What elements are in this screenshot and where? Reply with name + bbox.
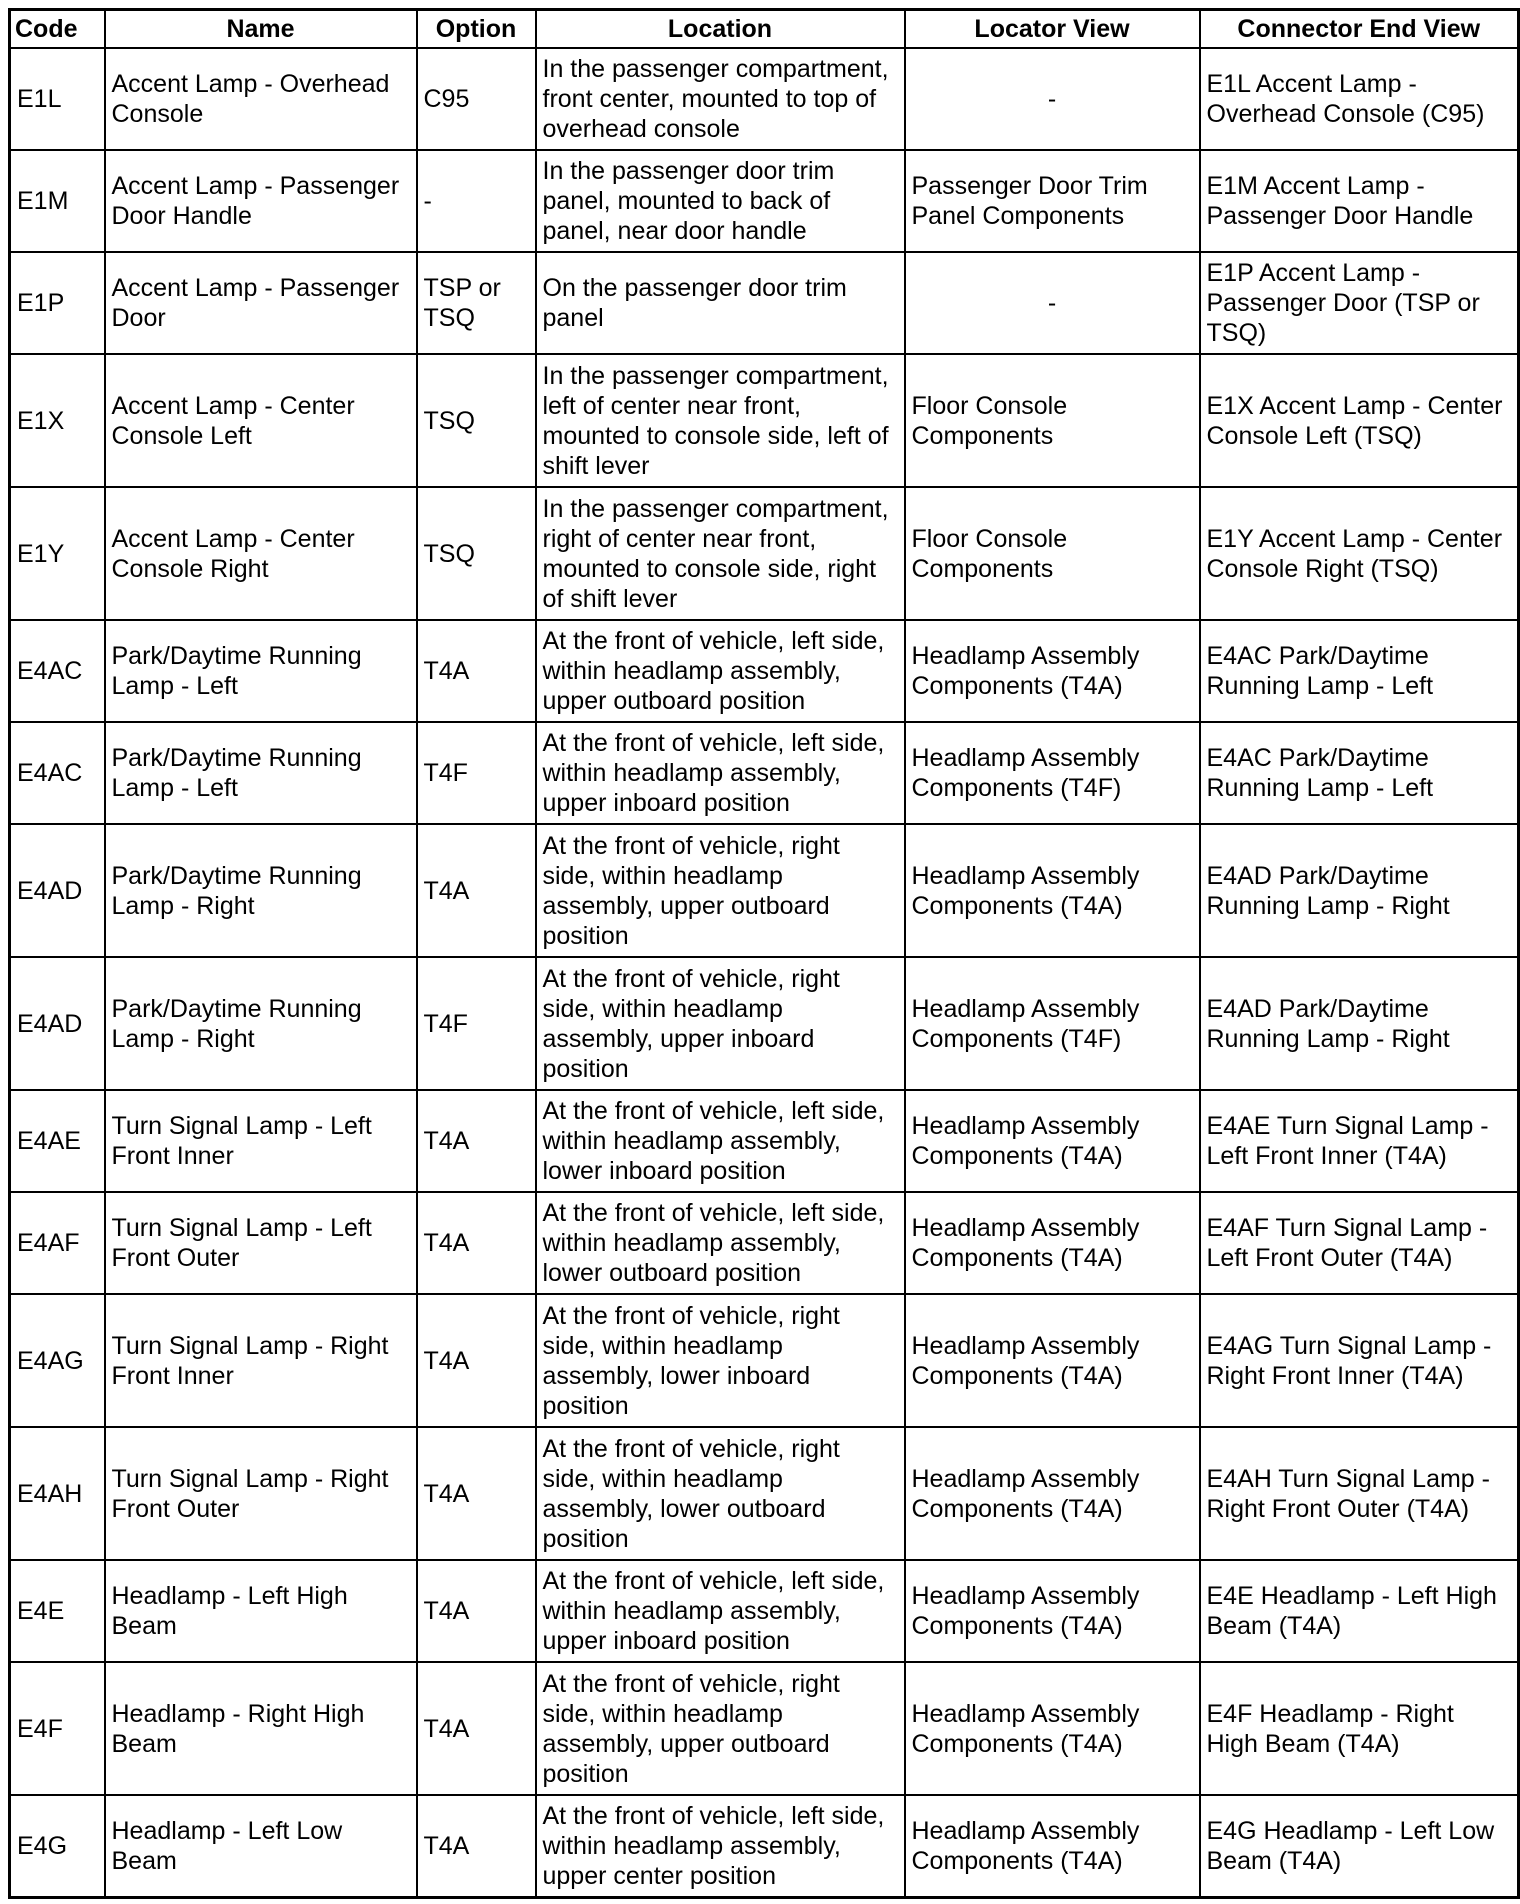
cell-code: E4AE — [10, 1090, 105, 1192]
cell-locator-view: Headlamp Assembly Components (T4F) — [905, 722, 1200, 824]
cell-code: E1M — [10, 150, 105, 252]
cell-name: Park/Daytime Running Lamp - Left — [105, 620, 417, 722]
cell-locator-view: Floor Console Components — [905, 487, 1200, 620]
cell-option: T4A — [417, 1090, 536, 1192]
cell-connector-end-view: E4AG Turn Signal Lamp - Right Front Inner (T4A) — [1200, 1294, 1519, 1427]
cell-name: Park/Daytime Running Lamp - Left — [105, 722, 417, 824]
cell-connector-end-view: E4F Headlamp - Right High Beam (T4A) — [1200, 1662, 1519, 1795]
cell-location: On the passenger door trim panel — [536, 252, 905, 354]
cell-locator-view: Headlamp Assembly Components (T4A) — [905, 1427, 1200, 1560]
cell-name: Accent Lamp - Center Console Right — [105, 487, 417, 620]
cell-location: At the front of vehicle, right side, within headlamp assembly, upper inboard position — [536, 957, 905, 1090]
cell-name: Headlamp - Left Low Beam — [105, 1795, 417, 1897]
cell-option: T4A — [417, 1560, 536, 1662]
cell-locator-view: Headlamp Assembly Components (T4A) — [905, 824, 1200, 957]
cell-code: E4AC — [10, 722, 105, 824]
cell-option: TSP or TSQ — [417, 252, 536, 354]
table-row — [10, 48, 1519, 150]
header-option: Option — [417, 10, 536, 49]
component-locator-table — [8, 8, 1520, 1899]
cell-locator-view: Headlamp Assembly Components (T4A) — [905, 1795, 1200, 1897]
header-locator-view: Locator View — [905, 10, 1200, 49]
cell-name: Turn Signal Lamp - Right Front Outer — [105, 1427, 417, 1560]
cell-locator-view: Passenger Door Trim Panel Components — [905, 150, 1200, 252]
cell-option: T4A — [417, 1427, 536, 1560]
cell-code: E4AD — [10, 824, 105, 957]
header-connector-end-view: Connector End View — [1200, 10, 1519, 49]
cell-code: E4AG — [10, 1294, 105, 1427]
cell-name: Turn Signal Lamp - Left Front Outer — [105, 1192, 417, 1294]
cell-code: E4G — [10, 1795, 105, 1897]
table-row — [10, 1795, 1519, 1897]
cell-location: At the front of vehicle, left side, within headlamp assembly, upper inboard position — [536, 722, 905, 824]
cell-name: Headlamp - Right High Beam — [105, 1662, 417, 1795]
table-body — [10, 48, 1519, 1897]
cell-code: E4AF — [10, 1192, 105, 1294]
table-row — [10, 150, 1519, 252]
header-name: Name — [105, 10, 417, 49]
cell-code: E4F — [10, 1662, 105, 1795]
cell-locator-view: Headlamp Assembly Components (T4A) — [905, 1662, 1200, 1795]
table-row — [10, 487, 1519, 620]
cell-location: At the front of vehicle, left side, within headlamp assembly, lower outboard position — [536, 1192, 905, 1294]
cell-locator-view: Headlamp Assembly Components (T4A) — [905, 1560, 1200, 1662]
cell-connector-end-view: E1L Accent Lamp - Overhead Console (C95) — [1200, 48, 1519, 150]
cell-location: At the front of vehicle, left side, within headlamp assembly, upper inboard position — [536, 1560, 905, 1662]
cell-code: E1P — [10, 252, 105, 354]
cell-connector-end-view: E4AE Turn Signal Lamp - Left Front Inner (T4A) — [1200, 1090, 1519, 1192]
table-header-row — [10, 10, 1519, 49]
cell-option: T4A — [417, 1662, 536, 1795]
cell-connector-end-view: E4AF Turn Signal Lamp - Left Front Outer (T4A) — [1200, 1192, 1519, 1294]
cell-locator-view: Headlamp Assembly Components (T4A) — [905, 1294, 1200, 1427]
cell-location: In the passenger door trim panel, mounted to back of panel, near door handle — [536, 150, 905, 252]
cell-name: Park/Daytime Running Lamp - Right — [105, 824, 417, 957]
cell-location: At the front of vehicle, right side, within headlamp assembly, upper outboard position — [536, 1662, 905, 1795]
cell-code: E1Y — [10, 487, 105, 620]
cell-location: In the passenger compartment, front center, mounted to top of overhead console — [536, 48, 905, 150]
table-row — [10, 1662, 1519, 1795]
cell-connector-end-view: E4G Headlamp - Left Low Beam (T4A) — [1200, 1795, 1519, 1897]
cell-option: TSQ — [417, 354, 536, 487]
cell-locator-view: Headlamp Assembly Components (T4A) — [905, 620, 1200, 722]
cell-connector-end-view: E4E Headlamp - Left High Beam (T4A) — [1200, 1560, 1519, 1662]
cell-connector-end-view: E4AD Park/Daytime Running Lamp - Right — [1200, 957, 1519, 1090]
cell-name: Accent Lamp - Overhead Console — [105, 48, 417, 150]
table-row — [10, 252, 1519, 354]
table-row — [10, 1090, 1519, 1192]
cell-locator-view: - — [905, 252, 1200, 354]
table-row — [10, 1192, 1519, 1294]
cell-option: T4A — [417, 620, 536, 722]
cell-name: Accent Lamp - Passenger Door Handle — [105, 150, 417, 252]
cell-locator-view: Headlamp Assembly Components (T4A) — [905, 1090, 1200, 1192]
cell-locator-view: Floor Console Components — [905, 354, 1200, 487]
table-row — [10, 1294, 1519, 1427]
cell-connector-end-view: E4AC Park/Daytime Running Lamp - Left — [1200, 722, 1519, 824]
cell-location: At the front of vehicle, right side, within headlamp assembly, lower outboard position — [536, 1427, 905, 1560]
cell-location: At the front of vehicle, right side, within headlamp assembly, lower inboard position — [536, 1294, 905, 1427]
cell-name: Park/Daytime Running Lamp - Right — [105, 957, 417, 1090]
cell-connector-end-view: E1P Accent Lamp - Passenger Door (TSP or TSQ) — [1200, 252, 1519, 354]
cell-option: T4F — [417, 722, 536, 824]
cell-connector-end-view: E4AH Turn Signal Lamp - Right Front Outer (T4A) — [1200, 1427, 1519, 1560]
cell-location: At the front of vehicle, left side, within headlamp assembly, lower inboard position — [536, 1090, 905, 1192]
cell-option: - — [417, 150, 536, 252]
cell-option: T4A — [417, 1795, 536, 1897]
table-row — [10, 1560, 1519, 1662]
component-locator-table-container — [8, 8, 1517, 1899]
header-code: Code — [10, 10, 105, 49]
cell-code: E4AC — [10, 620, 105, 722]
cell-locator-view: Headlamp Assembly Components (T4F) — [905, 957, 1200, 1090]
cell-option: T4A — [417, 824, 536, 957]
cell-code: E4E — [10, 1560, 105, 1662]
cell-connector-end-view: E1X Accent Lamp - Center Console Left (TSQ) — [1200, 354, 1519, 487]
cell-connector-end-view: E1Y Accent Lamp - Center Console Right (TSQ) — [1200, 487, 1519, 620]
cell-location: In the passenger compartment, right of center near front, mounted to console side, right of shift lever — [536, 487, 905, 620]
cell-name: Accent Lamp - Center Console Left — [105, 354, 417, 487]
cell-option: TSQ — [417, 487, 536, 620]
cell-code: E1L — [10, 48, 105, 150]
header-location: Location — [536, 10, 905, 49]
table-row — [10, 1427, 1519, 1560]
table-row — [10, 824, 1519, 957]
cell-option: T4A — [417, 1192, 536, 1294]
cell-location: At the front of vehicle, right side, within headlamp assembly, upper outboard position — [536, 824, 905, 957]
cell-code: E4AD — [10, 957, 105, 1090]
cell-name: Turn Signal Lamp - Right Front Inner — [105, 1294, 417, 1427]
cell-option: T4A — [417, 1294, 536, 1427]
cell-code: E1X — [10, 354, 105, 487]
cell-name: Accent Lamp - Passenger Door — [105, 252, 417, 354]
cell-locator-view: - — [905, 48, 1200, 150]
table-row — [10, 620, 1519, 722]
table-row — [10, 722, 1519, 824]
cell-name: Turn Signal Lamp - Left Front Inner — [105, 1090, 417, 1192]
cell-connector-end-view: E4AC Park/Daytime Running Lamp - Left — [1200, 620, 1519, 722]
cell-connector-end-view: E4AD Park/Daytime Running Lamp - Right — [1200, 824, 1519, 957]
cell-connector-end-view: E1M Accent Lamp - Passenger Door Handle — [1200, 150, 1519, 252]
cell-name: Headlamp - Left High Beam — [105, 1560, 417, 1662]
cell-locator-view: Headlamp Assembly Components (T4A) — [905, 1192, 1200, 1294]
table-row — [10, 957, 1519, 1090]
cell-option: T4F — [417, 957, 536, 1090]
cell-location: In the passenger compartment, left of center near front, mounted to console side, left of shift lever — [536, 354, 905, 487]
cell-code: E4AH — [10, 1427, 105, 1560]
cell-option: C95 — [417, 48, 536, 150]
cell-location: At the front of vehicle, left side, within headlamp assembly, upper outboard position — [536, 620, 905, 722]
table-row — [10, 354, 1519, 487]
cell-location: At the front of vehicle, left side, within headlamp assembly, upper center position — [536, 1795, 905, 1897]
